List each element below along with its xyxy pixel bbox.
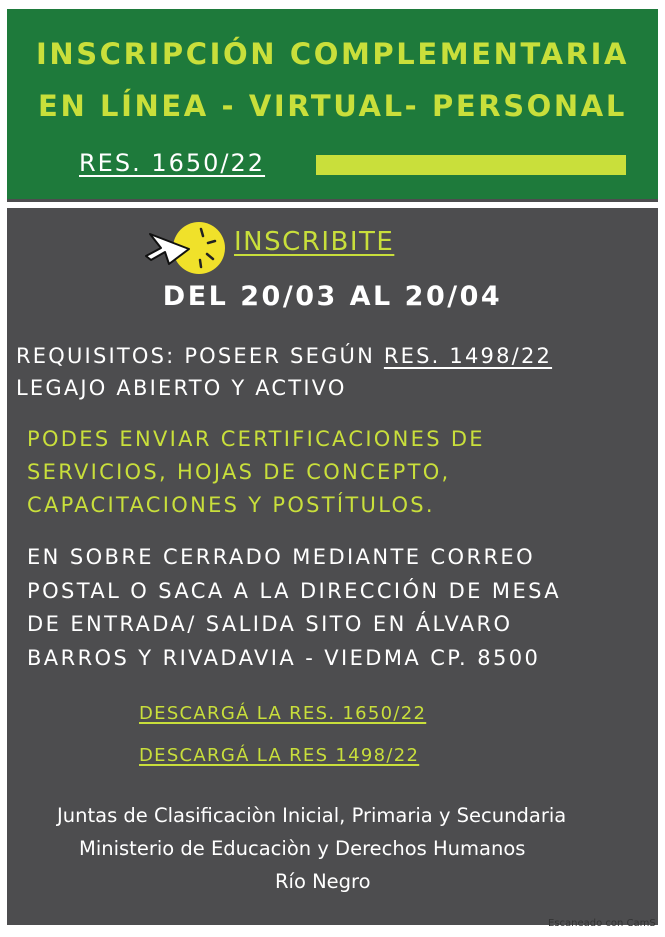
inscribite-link[interactable]: INSCRIBITE — [234, 227, 395, 257]
click-cursor-icon — [137, 215, 233, 275]
download-res-1498-link[interactable]: DESCARGÁ LA RES 1498/22 — [139, 745, 420, 766]
title-line-1: INSCRIPCIÓN COMPLEMENTARIA — [35, 37, 630, 71]
requirements-prefix: REQUISITOS: POSEER SEGÚN — [16, 344, 375, 368]
requirements-line-1 — [16, 340, 552, 372]
requirements-line-2: LEGAJO ABIERTO Y ACTIVO — [16, 376, 347, 400]
requirements-resolution-link[interactable]: RES. 1498/22 — [383, 344, 553, 368]
delivery-line: DE ENTRADA/ SALIDA SITO EN ÁLVARO — [27, 612, 513, 636]
scan-stamp: Escaneado con CamS — [548, 918, 656, 929]
delivery-text — [27, 541, 561, 675]
certifications-line: CAPACITACIONES Y POSTÍTULOS. — [27, 493, 435, 517]
delivery-line: EN SOBRE CERRADO MEDIANTE CORREO — [27, 545, 536, 569]
footer-line: Juntas de Clasificaciòn Inicial, Primaria y Secundaria — [57, 804, 567, 827]
footer-line: Río Negro — [275, 870, 371, 893]
resolution-link[interactable]: RES. 1650/22 — [79, 149, 266, 177]
poster — [7, 9, 658, 925]
delivery-line: BARROS Y RIVADAVIA - VIEDMA CP. 8500 — [27, 645, 541, 670]
certifications-line: PODES ENVIAR CERTIFICACIONES DE — [27, 427, 485, 451]
certifications-text — [27, 423, 485, 522]
header-banner — [7, 9, 658, 199]
divider-line — [7, 202, 658, 208]
requirements-text — [16, 340, 552, 404]
registration-dates: DEL 20/03 AL 20/04 — [162, 281, 503, 312]
certifications-line: SERVICIOS, HOJAS DE CONCEPTO, — [27, 460, 451, 484]
footer-line: Ministerio de Educaciòn y Derechos Humanos — [79, 837, 526, 860]
title-line-2: EN LÍNEA - VIRTUAL- PERSONAL — [38, 89, 627, 123]
accent-bar — [316, 155, 626, 175]
delivery-line: POSTAL O SACA A LA DIRECCIÓN DE MESA — [27, 578, 561, 603]
download-res-1650-link[interactable]: DESCARGÁ LA RES. 1650/22 — [139, 703, 427, 724]
